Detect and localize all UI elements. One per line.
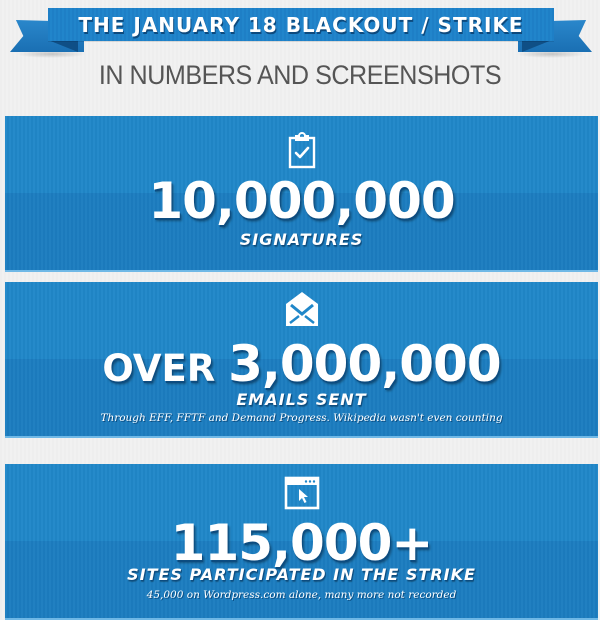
browser-window-cursor-icon xyxy=(284,476,320,514)
page-title: THE JANUARY 18 BLACKOUT / STRIKE xyxy=(78,12,524,37)
stat-panel-emails xyxy=(5,282,598,438)
stat-panel-sites xyxy=(5,464,598,620)
page-subtitle: IN NUMBERS AND SCREENSHOTS xyxy=(98,60,502,90)
stat-label-sites: SITES PARTICIPATED IN THE STRIKE xyxy=(127,565,476,584)
stat-panel-signatures xyxy=(5,116,598,272)
stat-prefix: OVER xyxy=(102,347,229,390)
stat-caption-sites: 45,000 on Wordpress.com alone, many more not recorded xyxy=(146,589,457,601)
stat-value-signatures xyxy=(5,172,598,231)
stat-label-emails: EMAILS SENT xyxy=(236,390,367,409)
stat-number: 115,000+ xyxy=(170,514,433,572)
title-ribbon xyxy=(48,8,554,41)
stat-label-signatures: SIGNATURES xyxy=(239,230,364,249)
stat-value-emails xyxy=(5,335,598,394)
open-envelope-icon xyxy=(284,290,320,332)
clipboard-check-icon xyxy=(287,131,317,173)
stat-number: 10,000,000 xyxy=(148,172,455,230)
stat-caption-emails: Through EFF, FFTF and Demand Progress. Wikipedia wasn't even counting xyxy=(100,412,503,424)
stat-number: 3,000,000 xyxy=(228,335,501,393)
